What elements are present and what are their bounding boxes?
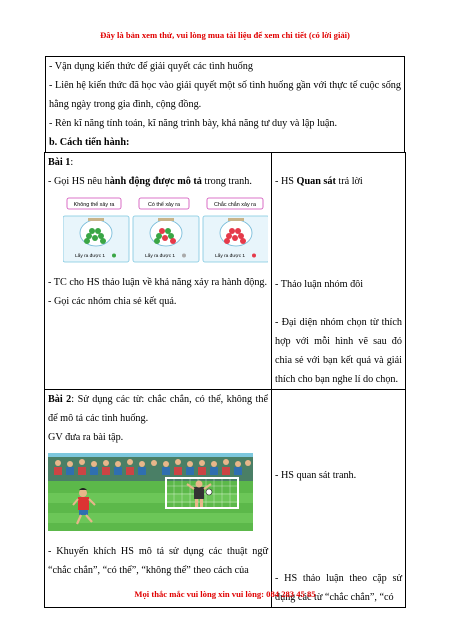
- section-heading: b. Cách tiến hành:: [49, 137, 130, 148]
- bai1-pair-discussion: - Thảo luận nhóm đôi: [275, 279, 364, 290]
- jar-panel-1: [63, 216, 129, 262]
- label-impossible: Không thể xảy ra: [73, 202, 115, 208]
- top-banner: Đây là bản xem thử, vui lòng mua tài liệu để xem chi tiết (có lời giải): [100, 30, 350, 40]
- bai1-group-share: - Đại diện nhóm chọn từ thích hợp với mỗi hình vẽ sau đó chia sẻ với bạn kết quả và giải thích cho bạn nghe lí do chọn.: [275, 317, 402, 385]
- intro-line-3: - Rèn kĩ năng tính toán, kĩ năng trình bày, khả năng tư duy và lập luận.: [49, 118, 338, 129]
- bai1-share: - Gọi các nhóm chia sẻ kết quả.: [48, 296, 177, 307]
- bai2-teacher: GV đưa ra bài tập.: [48, 432, 124, 443]
- jar-panel-3: [203, 216, 268, 262]
- jar-panel-2: [133, 216, 199, 262]
- bai1-title: Bài 1: [48, 157, 71, 168]
- caption-1: Lấy ra được 1: [75, 254, 106, 259]
- bai1-discussion: - TC cho HS thảo luận về khả năng xảy ra hành động.: [48, 277, 268, 288]
- bai2-encourage: - Khuyến khích HS mô tả sử dụng các thuật ngữ “chắc chắn”, “có thể”, “không thể” theo cách của: [48, 546, 268, 576]
- label-certain: Chắc chắn xảy ra: [214, 202, 256, 208]
- bai1-left-cell: Bài 1: - Gọi HS nêu hành động được mô tả trong tranh. Không thể xảy ra Có thể xảy ra Chắc chắn xảy ra Lấy ra được 1 Lấy ra được 1 Lấy ra được 1 - TC cho HS thảo luận về khả năng xảy ra hành động. - Gọi các nhóm chia sẻ kết quả.: [45, 153, 272, 390]
- bai1-observe: - HS Quan sát trả lời: [275, 176, 363, 187]
- bai2-left-cell: [45, 390, 272, 608]
- intro-line-2: - Liên hệ kiến thức đã học vào giải quyết một số tình huống gần với thực tế cuộc sống hằng ngày trong gia đình, cộng đồng.: [49, 80, 401, 110]
- bai2-observe: - HS quan sát tranh.: [275, 470, 357, 481]
- intro-block: [45, 56, 405, 152]
- bai2-prompt: Bài 2: Sử dụng các từ: chắc chắn, có thể, không thể để mô tả các tình huống.: [48, 394, 268, 424]
- table-row: [45, 390, 406, 608]
- bottom-banner: Mọi thắc mắc vui lòng xin vui lòng: 084 283 45 85: [134, 589, 316, 599]
- label-possible: Có thể xảy ra: [147, 202, 181, 208]
- probability-illustration: [63, 196, 268, 271]
- activity-table: [44, 152, 406, 608]
- table-row: [45, 153, 406, 390]
- bai1-instruction: - Gọi HS nêu hành động được mô tả trong tranh.: [48, 176, 252, 187]
- caption-3: Lấy ra được 1: [215, 254, 246, 259]
- bai2-pair-discuss: - HS thảo luận theo cặp sử dụng các từ “chắc chắn”, “có: [275, 573, 402, 603]
- bai2-right-cell: [272, 390, 406, 608]
- caption-2: Lấy ra được 1: [145, 254, 176, 259]
- lesson-document: [45, 56, 405, 608]
- bai1-right-cell: [272, 153, 406, 390]
- soccer-illustration: [48, 453, 268, 538]
- intro-line-1: - Vận dụng kiến thức để giải quyết các tình huống: [49, 61, 253, 72]
